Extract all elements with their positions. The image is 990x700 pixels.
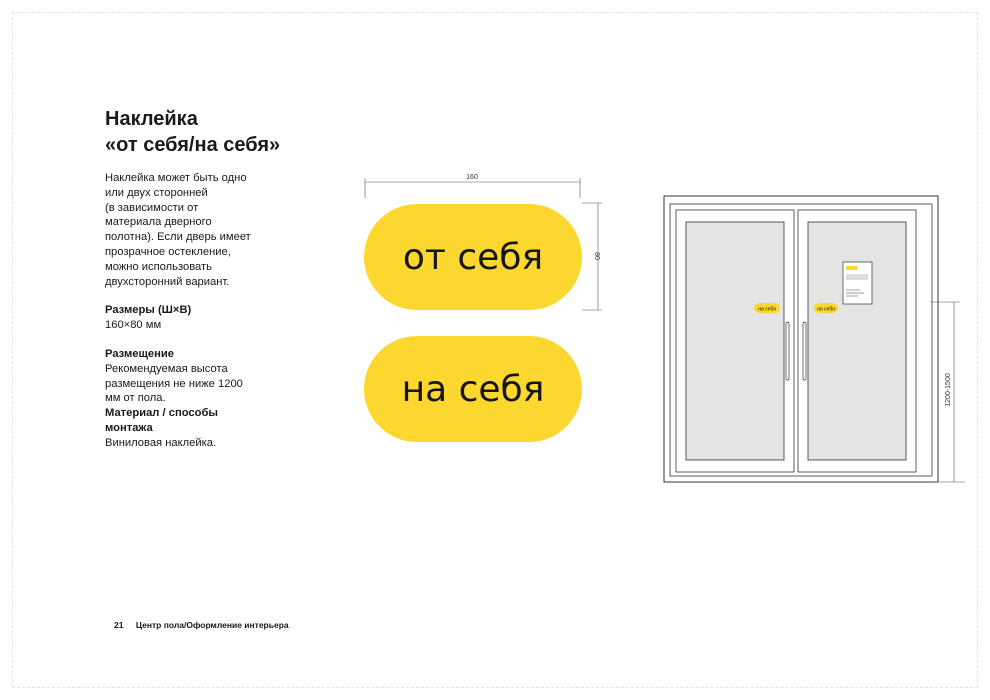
material-value: Виниловая наклейка.: [105, 436, 217, 449]
handle-right: [803, 322, 806, 380]
sizes-heading: Размеры (Ш×В): [105, 304, 192, 317]
glass-right: [808, 222, 906, 460]
sticker-width-label: 160: [466, 174, 478, 181]
door-height-label: 1200-1500: [945, 373, 952, 407]
door-sticker-left: на себя: [758, 306, 776, 313]
sticker-height-label: 80: [593, 252, 600, 260]
placement-line: Рекомендуемая высота: [105, 362, 228, 375]
description-line: или двух сторонней: [105, 186, 208, 199]
page-footer: [114, 620, 289, 630]
door-sticker-right: на себя: [817, 306, 835, 313]
door-drawing: [660, 192, 970, 492]
description-line: материала дверного: [105, 216, 212, 229]
sizes-value: 160×80 мм: [105, 319, 162, 332]
description-line: прозрачное остекление,: [105, 245, 231, 258]
placement-line: размещения не ниже 1200: [105, 377, 243, 390]
description-line: двухсторонний вариант.: [105, 275, 230, 288]
description-line: (в зависимости от: [105, 201, 199, 214]
sticker-pull: [364, 336, 582, 442]
description-line: полотна). Если дверь имеет: [105, 231, 251, 244]
title-line-2: «от себя/на себя»: [105, 134, 281, 156]
title-line-1: Наклейка: [105, 108, 198, 130]
footer-section: Центр пола/Оформление интерьера: [135, 620, 289, 630]
material-heading-1: Материал / способы: [105, 407, 218, 420]
page-title: [105, 106, 365, 158]
description-line: Наклейка может быть одно: [105, 172, 247, 184]
placement-line: мм от пола.: [105, 392, 166, 405]
description-line: можно использовать: [105, 260, 212, 273]
handle-left: [786, 322, 789, 380]
sticker-pull-label: на себя: [401, 368, 545, 410]
glass-left: [686, 222, 784, 460]
material-heading-2: монтажа: [105, 421, 153, 434]
page-number: 21: [114, 620, 124, 630]
sticker-push: [364, 204, 582, 310]
sticker-push-label: от себя: [402, 236, 544, 278]
description-block: [105, 171, 290, 451]
placement-heading: Размещение: [105, 347, 174, 360]
